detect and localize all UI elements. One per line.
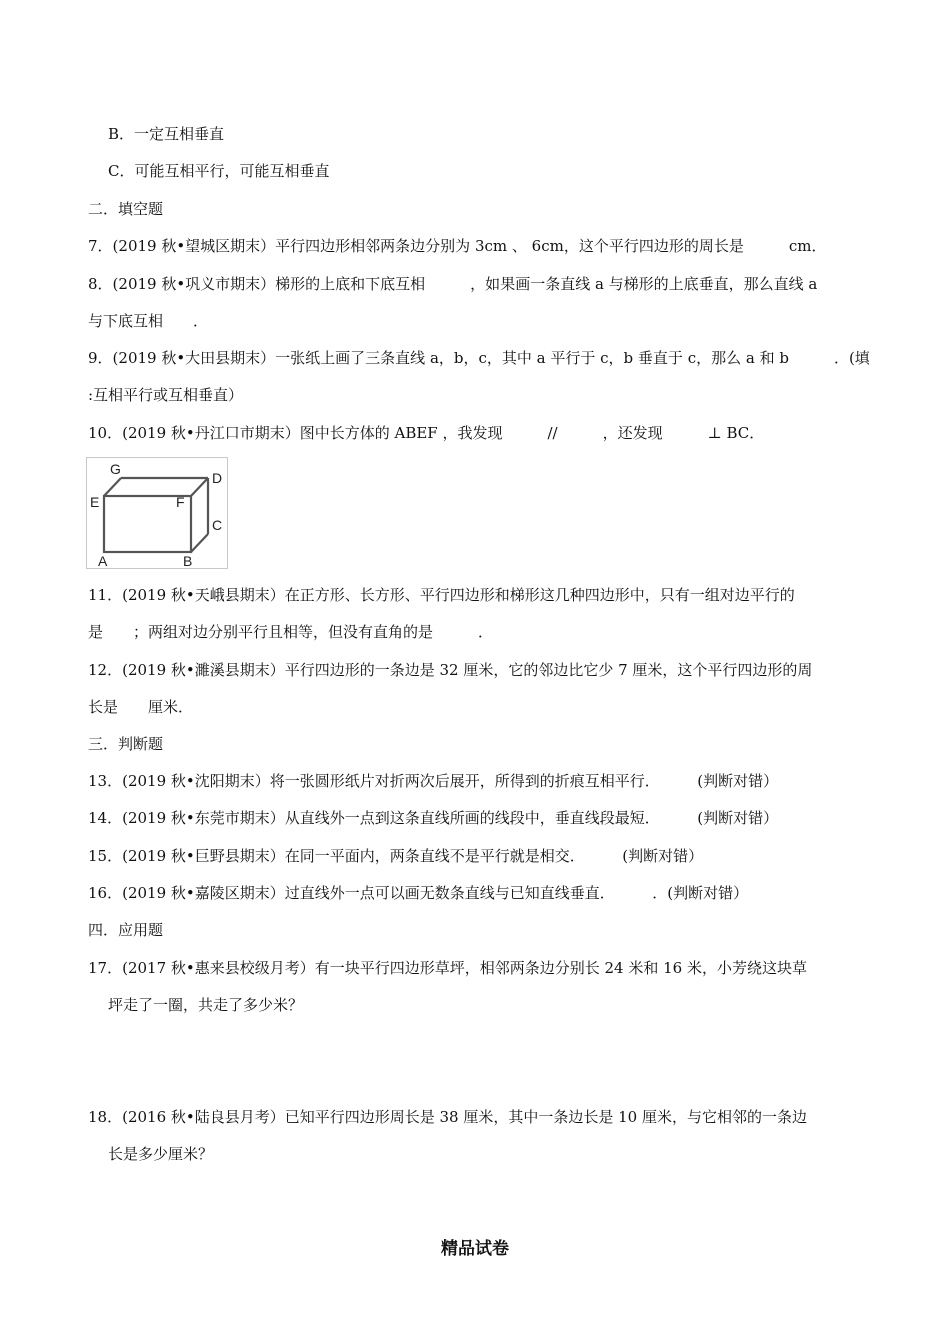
question-11-line1: 11．(2019 秋•天峨县期末）在正方形、长方形、平行四边形和梯形这几种四边形中，只有一组对边平行的 (88, 586, 795, 604)
label-g: G (110, 461, 121, 477)
question-8-line1: 8．(2019 秋•巩义市期末）梯形的上底和下底互相 ，如果画一条直线 a 与梯形的上底垂直，那么直线 a (88, 275, 818, 293)
cuboid-figure (86, 457, 228, 569)
label-f: F (176, 494, 185, 510)
question-18-line1: 18．(2016 秋•陆良县月考）已知平行四边形周长是 38 厘米，其中一条边长是 10 厘米，与它相邻的一条边 (88, 1108, 807, 1126)
question-16: 16．(2019 秋•嘉陵区期末）过直线外一点可以画无数条直线与已知直线垂直． ．(判断对错） (88, 884, 749, 902)
question-15: 15．(2019 秋•巨野县期末）在同一平面内，两条直线不是平行就是相交． (判断对错） (88, 847, 704, 865)
question-8-line2: 与下底互相 ． (88, 312, 209, 330)
question-9-line1: 9．(2019 秋•大田县期末）一张纸上画了三条直线 a，b，c，其中 a 平行于 c，b 垂直于 c，那么 a 和 b ．(填 (88, 349, 870, 367)
question-11-line2: 是 ；两组对边分别平行且相等，但没有直角的是 ． (88, 623, 494, 641)
question-10: 10．(2019 秋•丹江口市期末）图中长方体的 ABEF ，我发现 // ，还发现 ⊥ BC． (88, 424, 765, 442)
question-17-line1: 17．(2017 秋•惠来县校级月考）有一块平行四边形草坪，相邻两条边分别长 24 米和 16 米，小芳绕这块草 (88, 959, 807, 977)
label-c: C (212, 517, 223, 533)
section-heading-fill-blank: 二．填空题 (88, 200, 164, 218)
label-b: B (183, 553, 193, 568)
question-12-line1: 12．(2019 秋•濉溪县期末）平行四边形的一条边是 32 厘米，它的邻边比它少 7 厘米，这个平行四边形的周 (88, 661, 813, 679)
question-14: 14．(2019 秋•东莞市期末）从直线外一点到这条直线所画的线段中，垂直线段最短． (判断对错） (88, 809, 779, 827)
section-heading-true-false: 三．判断题 (88, 735, 164, 753)
question-9-line2: :互相平行或互相垂直） (88, 386, 244, 404)
label-d: D (212, 470, 223, 486)
question-7: 7．(2019 秋•望城区期末）平行四边形相邻两条边分别为 3cm 、 6cm，这个平行四边形的周长是 cm． (88, 237, 827, 255)
question-18-line2: 长是多少厘米？ (108, 1145, 214, 1163)
page-footer: 精品试卷 (441, 1239, 509, 1259)
option-c: C．可能互相平行，可能互相垂直 (108, 162, 330, 180)
section-heading-application: 四．应用题 (88, 921, 164, 939)
question-12-line2: 长是 厘米． (88, 698, 194, 716)
label-a: A (98, 553, 108, 568)
question-17-line2: 坪走了一圈，共走了多少米？ (108, 996, 304, 1014)
cuboid-diagram (87, 458, 227, 568)
label-e: E (90, 494, 100, 510)
question-13: 13．(2019 秋•沈阳期末）将一张圆形纸片对折两次后展开，所得到的折痕互相平行． (判断对错） (88, 772, 779, 790)
option-b: B．一定互相垂直 (108, 125, 225, 143)
